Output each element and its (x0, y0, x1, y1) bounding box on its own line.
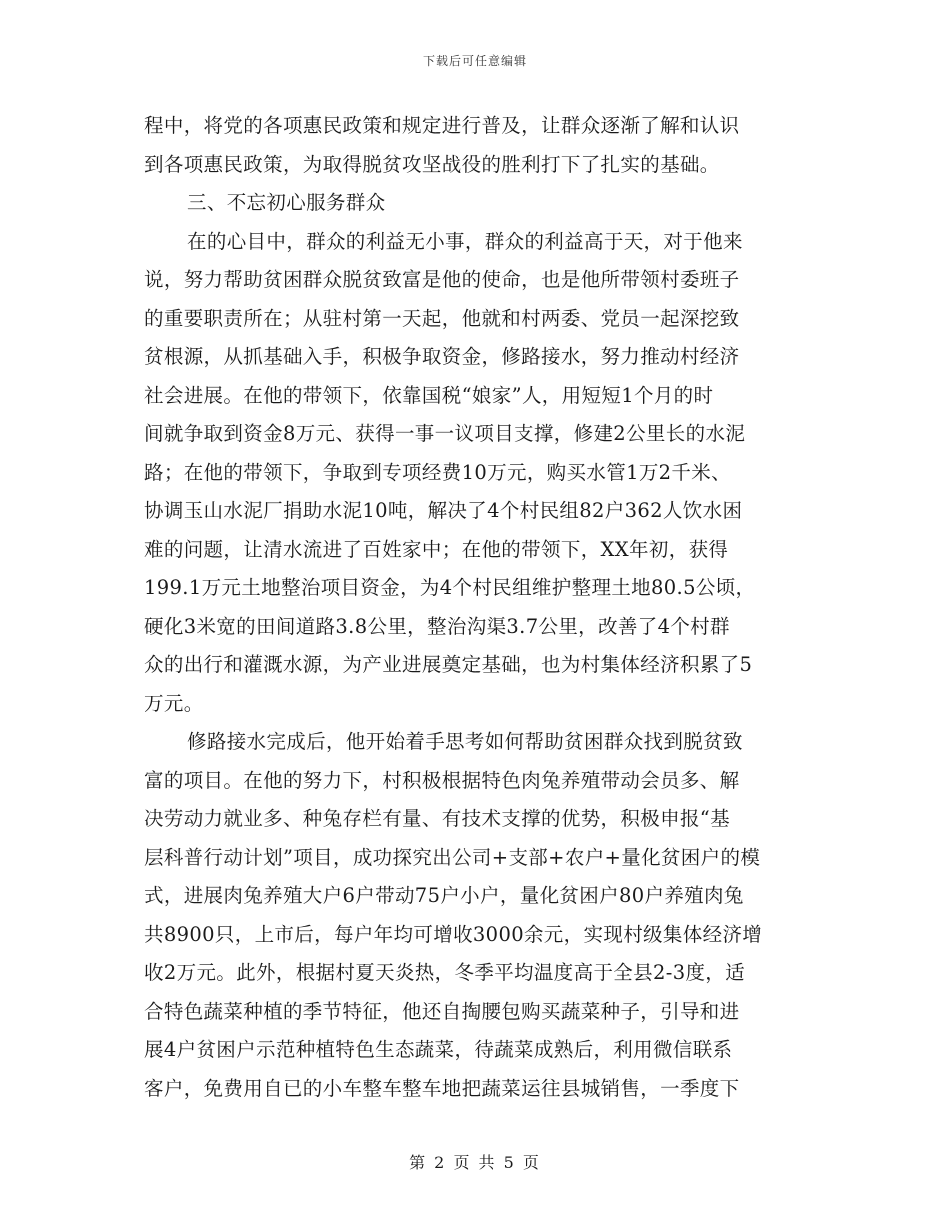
text-line: 收2万元。此外，根据村夏天炎热，冬季平均温度高于全县2-3度，适 (144, 961, 746, 984)
text-line: 硬化3米宽的田间道路3.8公里，整治沟渠3.7公里，改善了4个村群 (144, 614, 730, 638)
text-line: 富的项目。在他的努力下，村积极根据特色肉兔养殖带动会员多、解 (144, 768, 740, 792)
text-line: 程中，将党的各项惠民政策和规定进行普及，让群众逐渐了解和认识 (144, 114, 740, 137)
document-body (144, 107, 806, 1108)
text-line: 客户，免费用自已的小车整车整车地把蔬菜运往县城销售，一季度下 (144, 1076, 740, 1100)
text-line: 社会进展。在他的带领下，依靠国税“娘家”人，用短短1个月的时 (144, 383, 714, 407)
text-line: 众的出行和灌溉水源，为产业进展奠定基础，也为村集体经济积累了5 (144, 653, 753, 676)
text-line: 间就争取到资金8万元、获得一事一议项目支撑，修建2公里长的水泥 (144, 422, 746, 445)
text-line: 决劳动力就业多、种兔存栏有量、有技术支撑的优势，积极申报“基 (144, 807, 730, 830)
text-line: 的重要职责所在；从驻村第一天起，他就和村两委、党员一起深挖致 (144, 306, 740, 330)
text-line: 199.1万元土地整治项目资金，为4个村民组维护整理土地80.5公顷， (144, 576, 756, 599)
text-line: 难的问题，让清水流进了百姓家中；在他的带领下，XX年初，获得 (144, 537, 729, 561)
text-line: 在的心目中，群众的利益无小事，群众的利益高于天，对于他来 (187, 229, 743, 253)
text-line: 三、不忘初心服务群众 (187, 191, 386, 214)
text-line: 层科普行动计划”项目，成功探究出公司+支部+农户+量化贫困户的模 (144, 845, 761, 869)
text-line: 到各项惠民政策，为取得脱贫攻坚战役的胜利打下了扎实的基础。 (144, 152, 720, 176)
text-line: 式，进展肉兔养殖大户6户带动75户小户，量化贫困户80户养殖肉兔 (144, 884, 744, 907)
text-line: 路；在他的带领下，争取到专项经费10万元，购买水管1万2千米、 (144, 460, 731, 484)
text-line: 协调玉山水泥厂捐助水泥10吨，解决了4个村民组82户362人饮水困 (144, 499, 743, 522)
text-line: 说，努力帮助贫困群众脱贫致富是他的使命，也是他所带领村委班子 (144, 268, 740, 291)
text-line: 展4户贫困户示范种植特色生态蔬菜，待蔬菜成熟后，利用微信联系 (144, 1038, 733, 1061)
text-line: 合特色蔬菜种植的季节特征，他还自掏腰包购买蔬菜种子，引导和进 (144, 999, 740, 1023)
text-line: 共8900只，上市后，每户年均可增收3000余元，实现村级集体经济增 (144, 922, 763, 946)
page-footer: 第 2 页 共 5 页 (409, 1153, 541, 1172)
page-header: 下载后可任意编辑 (422, 54, 527, 68)
text-line: 贫根源，从抓基础入手，积极争取资金，修路接水，努力推动村经济 (144, 345, 740, 368)
text-line: 万元。 (144, 691, 204, 715)
text-line: 修路接水完成后，他开始着手思考如何帮助贫困群众找到脱贫致 (187, 730, 743, 753)
